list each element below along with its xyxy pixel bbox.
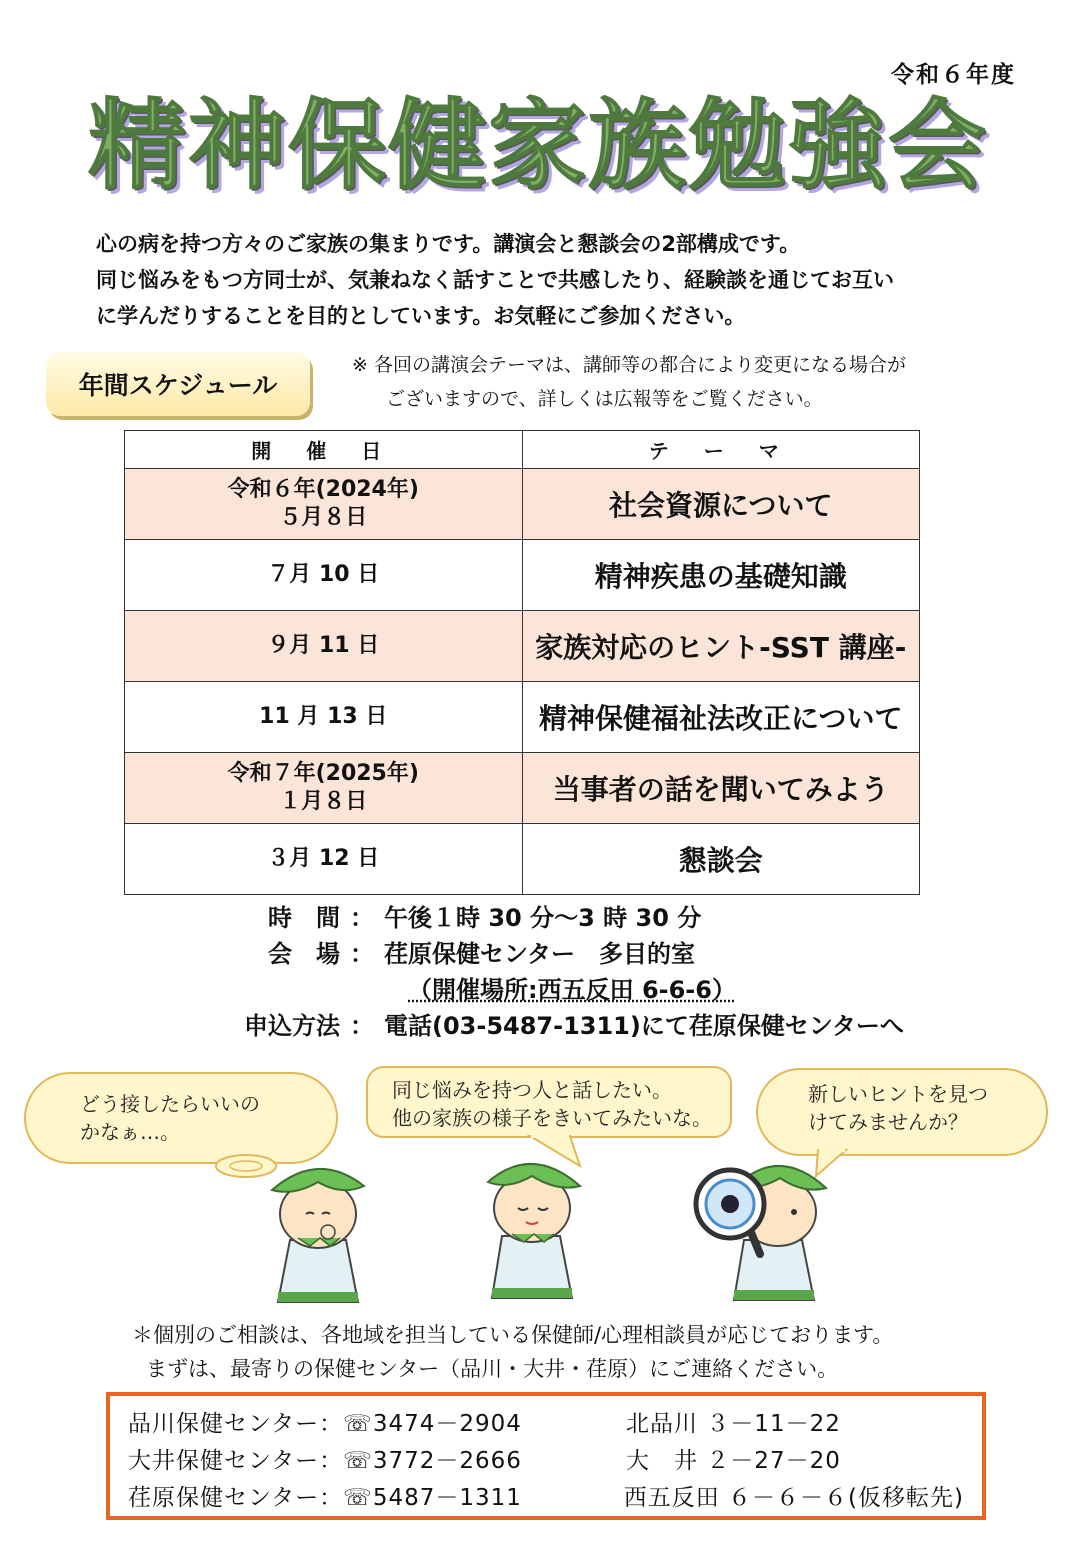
- time-value: 午後１時 30 分～3 時 30 分: [384, 904, 702, 932]
- row-theme: 家族対応のヒント‐SST 講座‐: [522, 611, 920, 682]
- row-date: 令和７年(2025年) １月８日: [125, 753, 523, 824]
- table-row: [125, 469, 920, 540]
- consult-line: まずは、最寄りの保健センター（品川・大井・荏原）にご連絡ください。: [146, 1357, 839, 1381]
- table-row: [125, 540, 920, 611]
- event-info: [230, 900, 990, 1044]
- header-theme: テ ー マ: [522, 431, 920, 469]
- speech-bubble-center: 同じ悩みを持つ人と話したい。 他の家族の様子をきいてみたいな。: [366, 1066, 732, 1138]
- contact-name-phone: 大井保健センター：☏3772－2666: [128, 1448, 522, 1474]
- table-row: [125, 682, 920, 753]
- fiscal-year: 令和６年度: [891, 62, 1016, 88]
- note-line: ※ 各回の講演会テーマは、講師等の都合により変更になる場合が: [352, 354, 906, 376]
- apply-label: 申込方法: [244, 1012, 340, 1040]
- apply-value: 電話(03-5487-1311)にて荏原保健センターへ: [384, 1012, 904, 1040]
- time-row: 時 間 ： 午後１時 30 分～3 時 30 分: [230, 900, 990, 936]
- contact-row: [128, 1443, 964, 1480]
- note-line: ございますので、詳しくは広報等をご覧ください。: [386, 388, 823, 410]
- intro-line: に学んだりすることを目的としています。お気軽にご参加ください。: [96, 304, 746, 328]
- row-date: ９月 11 日: [125, 611, 523, 682]
- apply-row: 申込方法 ： 電話(03-5487-1311)にて荏原保健センターへ: [230, 1008, 990, 1044]
- contact-name-phone: 荏原保健センター：☏5487－1311: [128, 1485, 522, 1511]
- row-theme: 当事者の話を聞いてみよう: [522, 753, 920, 824]
- venue-row: 会 場 ： 荏原保健センター 多目的室: [230, 936, 990, 972]
- time-label: 時 間: [268, 904, 340, 932]
- consult-line: ＊個別のご相談は、各地域を担当している保健師/心理相談員が応じております。: [132, 1323, 894, 1347]
- contact-address: 西五反田 ６－６－６(仮移転先): [623, 1485, 964, 1511]
- row-date: ７月 10 日: [125, 540, 523, 611]
- contact-row: [128, 1406, 964, 1443]
- row-theme: 懇談会: [522, 824, 920, 895]
- contact-address: 大 井 ２－27－20: [626, 1448, 841, 1474]
- venue-address: （開催場所:西五反田 6-6-6）: [408, 976, 736, 1004]
- row-date: ３月 12 日: [125, 824, 523, 895]
- mascot-smiling-icon: [474, 1152, 590, 1300]
- venue-value: 荏原保健センター 多目的室: [384, 940, 696, 968]
- speech-bubble-left: どう接したらいいの かなぁ…。: [24, 1072, 338, 1164]
- venue-label: 会 場: [268, 940, 340, 968]
- mascot-thinking-icon: [262, 1156, 374, 1306]
- mascot-magnifier-icon: [690, 1154, 840, 1304]
- schedule-label: 年間スケジュール: [46, 352, 310, 416]
- row-date: 令和６年(2024年) ５月８日: [125, 469, 523, 540]
- table-row: [125, 611, 920, 682]
- contact-row: [128, 1480, 964, 1517]
- header-date: 開 催 日: [125, 431, 523, 469]
- intro-text: [96, 226, 1036, 334]
- intro-line: 心の病を持つ方々のご家族の集まりです。講演会と懇談会の2部構成です。: [96, 232, 801, 256]
- row-theme: 精神保健福祉法改正について: [522, 682, 920, 753]
- speech-bubble-right: 新しいヒントを見つ けてみませんか？: [756, 1068, 1048, 1156]
- row-theme: 社会資源について: [522, 469, 920, 540]
- schedule-table: [124, 430, 920, 895]
- intro-line: 同じ悩みをもつ方同士が、気兼ねなく話すことで共感したり、経験談を通じてお互い: [96, 268, 894, 292]
- page-title: 精神保健家族勉強会: [88, 89, 989, 203]
- row-date: 11 月 13 日: [125, 682, 523, 753]
- table-row: [125, 753, 920, 824]
- contact-address: 北品川 ３－11－22: [626, 1411, 841, 1437]
- contact-name-phone: 品川保健センター：☏3474－2904: [128, 1411, 522, 1437]
- contact-box: [106, 1392, 986, 1520]
- consult-note: [132, 1318, 1032, 1386]
- schedule-note: [352, 348, 1012, 416]
- table-row: [125, 824, 920, 895]
- row-theme: 精神疾患の基礎知識: [522, 540, 920, 611]
- table-header-row: [125, 431, 920, 469]
- venue-address-row: [230, 972, 990, 1008]
